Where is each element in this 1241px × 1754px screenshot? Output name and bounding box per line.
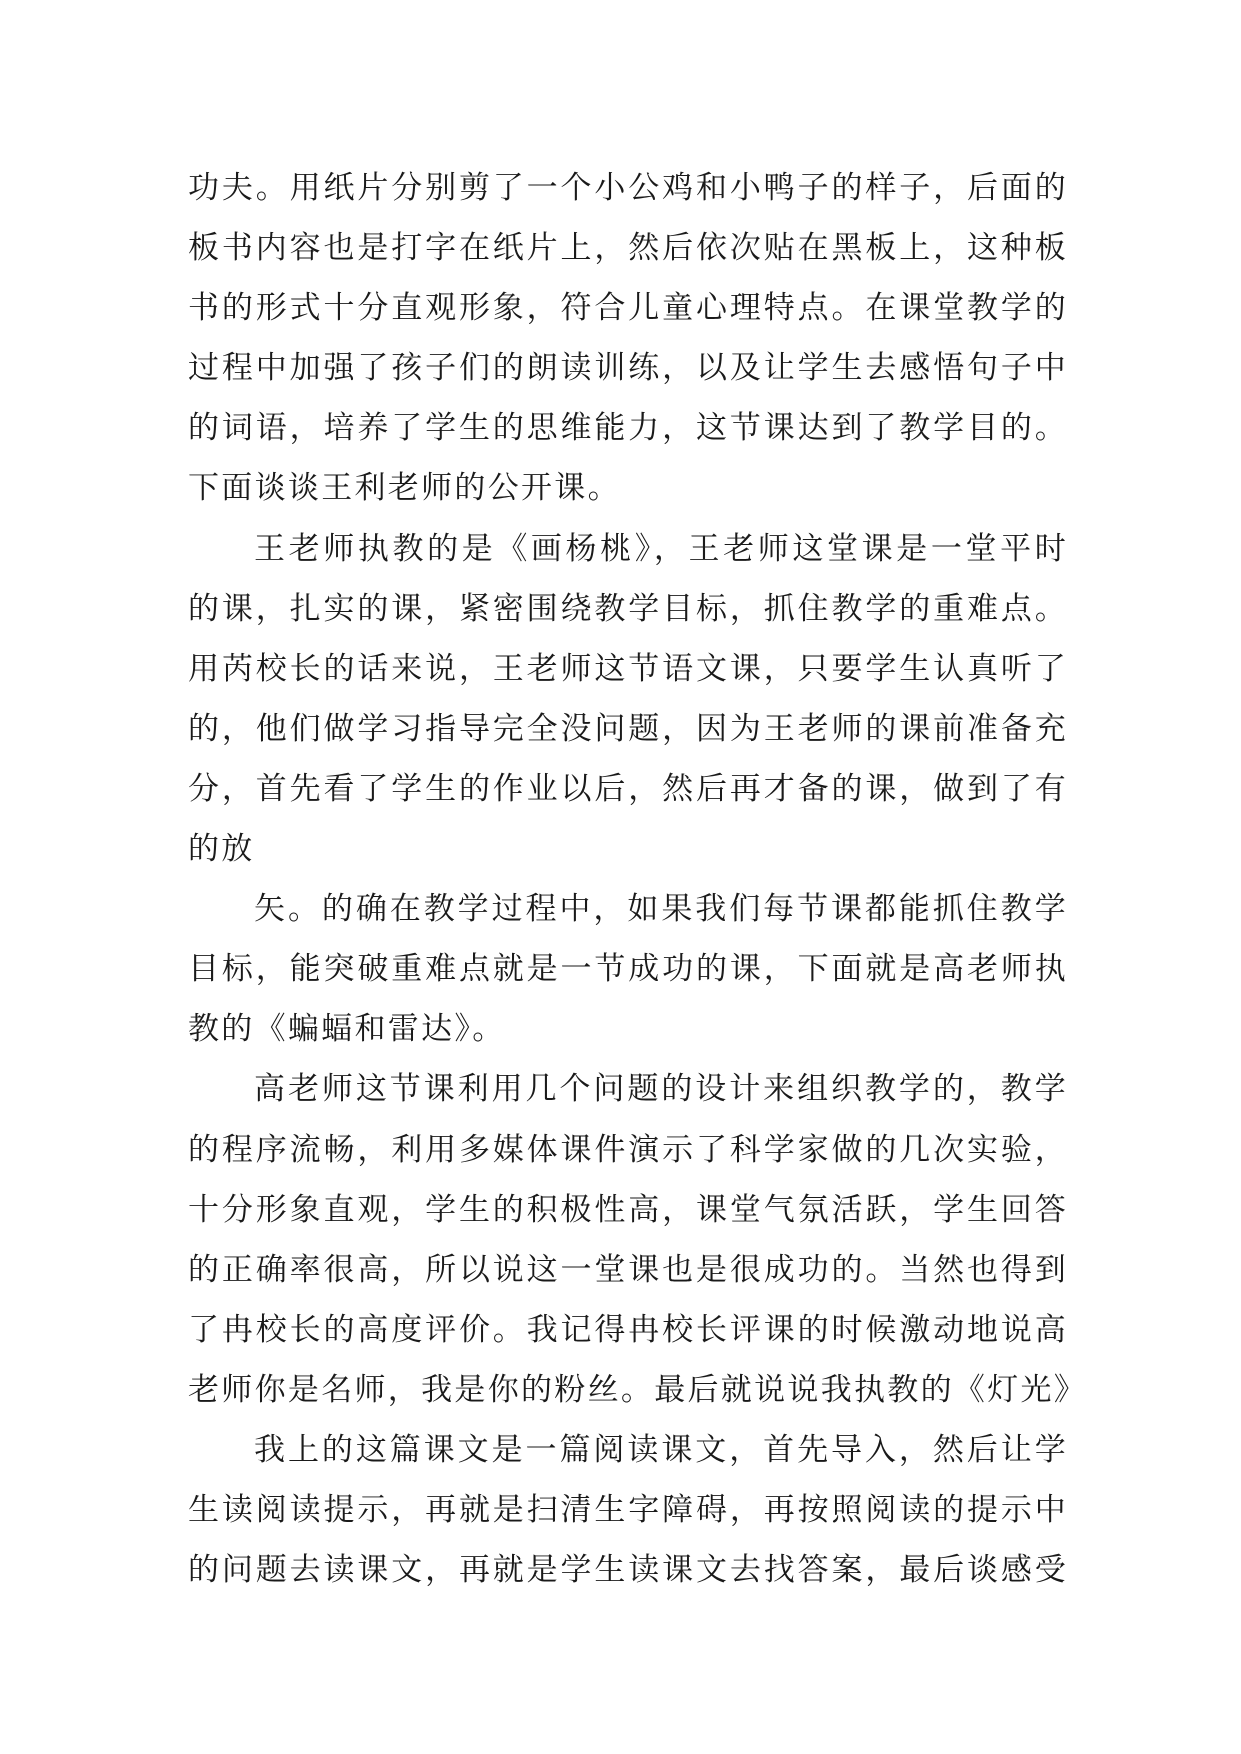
text-line: 的问题去读课文，再就是学生读课文去找答案，最后谈感受 bbox=[188, 1552, 1068, 1589]
text-line: 的程序流畅，利用多媒体课件演示了科学家做的几次实验， bbox=[188, 1131, 1068, 1168]
text-line: 我上的这篇课文是一篇阅读课文，首先导入，然后让学 bbox=[254, 1431, 1068, 1468]
text-line: 过程中加强了孩子们的朗读训练，以及让学生去感悟句子中 bbox=[188, 350, 1068, 387]
text-line: 了冉校长的高度评价。我记得冉校长评课的时候激动地说高 bbox=[188, 1311, 1068, 1348]
text-line: 王老师执教的是《画杨桃》，王老师这堂课是一堂平时 bbox=[254, 530, 1068, 567]
text-line: 目标，能突破重难点就是一节成功的课，下面就是高老师执 bbox=[188, 951, 1068, 988]
text-line: 的正确率很高，所以说这一堂课也是很成功的。当然也得到 bbox=[188, 1251, 1068, 1288]
text-line: 用芮校长的话来说，王老师这节语文课，只要学生认真听了 bbox=[188, 650, 1068, 687]
text-line: 十分形象直观，学生的积极性高，课堂气氛活跃，学生回答 bbox=[188, 1191, 1068, 1228]
text-line: 的课，扎实的课，紧密围绕教学目标，抓住教学的重难点。 bbox=[188, 590, 1068, 627]
text-line: 高老师这节课利用几个问题的设计来组织教学的，教学 bbox=[254, 1071, 1068, 1108]
text-line: 的放 bbox=[188, 831, 255, 868]
text-line: 的词语，培养了学生的思维能力，这节课达到了教学目的。 bbox=[188, 410, 1068, 447]
text-line: 的，他们做学习指导完全没问题，因为王老师的课前准备充 bbox=[188, 710, 1068, 747]
text-line: 分，首先看了学生的作业以后，然后再才备的课，做到了有 bbox=[188, 770, 1068, 807]
text-line: 下面谈谈王利老师的公开课。 bbox=[188, 470, 621, 507]
text-line: 板书内容也是打字在纸片上，然后依次贴在黑板上，这种板 bbox=[188, 230, 1068, 267]
document-body bbox=[188, 158, 1088, 1600]
text-line: 功夫。用纸片分别剪了一个小公鸡和小鸭子的样子，后面的 bbox=[188, 170, 1068, 206]
text-line: 老师你是名师，我是你的粉丝。最后就说说我执教的《灯光》 bbox=[188, 1371, 1088, 1408]
text-line: 矢。的确在教学过程中，如果我们每节课都能抓住教学 bbox=[254, 891, 1068, 928]
text-line: 生读阅读提示，再就是扫清生字障碍，再按照阅读的提示中 bbox=[188, 1492, 1068, 1529]
text-line: 书的形式十分直观形象，符合儿童心理特点。在课堂教学的 bbox=[188, 290, 1068, 327]
text-line: 教的《蝙蝠和雷达》。 bbox=[188, 1011, 506, 1048]
